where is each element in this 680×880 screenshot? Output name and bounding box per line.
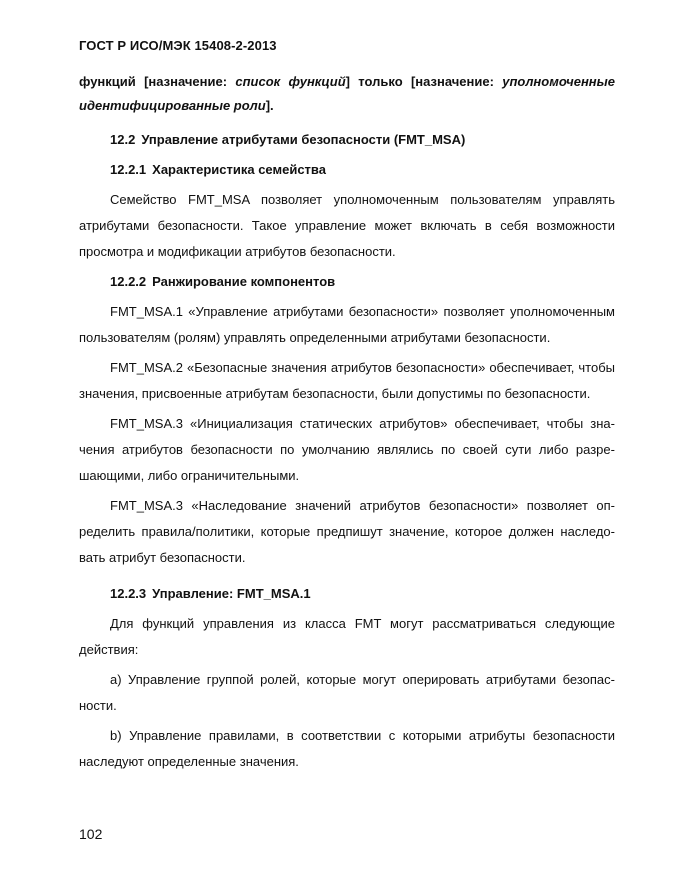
section-heading-12-2-3 (79, 581, 615, 607)
paragraph: Семейство FMT_MSA позволяет уполномоченным пользователям управлять атрибутами безопасности. Такое управление может включать в себя возможности просмотра и модификации атрибутов безопасности. (79, 192, 615, 259)
lead-text-4: уполномоченные идентифицированные роли (79, 74, 615, 113)
paragraph: FMT_MSA.3 «Наследование значений атрибутов безопасности» позволяет определить правила/политики, которые предпишут значение, которое должен наследовать атрибут безопасности. (79, 498, 615, 565)
lead-text-3: ] только [назначение: (345, 74, 503, 89)
section-heading-12-2-1 (79, 157, 615, 183)
list-item-b: b) Управление правилами, в соответствии с которыми атрибуты безопасности наследуют определенные значения. (79, 728, 615, 769)
section-number: 12.2.3 (110, 586, 147, 601)
section-heading-12-2 (79, 127, 615, 153)
lead-text-5: ]. (265, 98, 274, 113)
section-number: 12.2.2 (110, 274, 147, 289)
continued-paragraph (79, 70, 615, 118)
document-body (79, 127, 615, 775)
lead-text-2: список функций (235, 74, 346, 89)
section-number: 12.2.1 (110, 162, 147, 177)
section-title: Ранжирование компонентов (152, 274, 336, 289)
paragraph: Для функций управления из класса FMT могут рассматриваться следующие действия: (79, 616, 615, 657)
page-number: 102 (79, 826, 103, 842)
section-title: Характеристика семейства (152, 162, 326, 177)
paragraph: FMT_MSA.3 «Инициализация статических атрибутов» обеспечивает, чтобы значения атрибутов безопасности по умолчанию являлись по своей сути либо разрешающими, либо ограничительными. (79, 416, 615, 483)
document-header: ГОСТ Р ИСО/МЭК 15408-2-2013 (79, 38, 277, 53)
section-title: Управление: FMT_MSA.1 (152, 586, 311, 601)
lead-text-1: функций [назначение: (79, 74, 236, 89)
section-heading-12-2-2 (79, 269, 615, 295)
section-number: 12.2 (110, 132, 136, 147)
paragraph: FMT_MSA.1 «Управление атрибутами безопасности» позволяет уполномоченным пользователям (ролям) управлять определенными атрибутами безопасности. (79, 304, 615, 345)
list-item-a: a) Управление группой ролей, которые могут оперировать атрибутами безопасности. (79, 672, 615, 713)
paragraph: FMT_MSA.2 «Безопасные значения атрибутов безопасности» обеспечивает, чтобы значения, присвоенные атрибутам безопасности, были допустимы по безопасности. (79, 360, 615, 401)
section-title: Управление атрибутами безопасности (FMT_MSA) (141, 132, 466, 147)
